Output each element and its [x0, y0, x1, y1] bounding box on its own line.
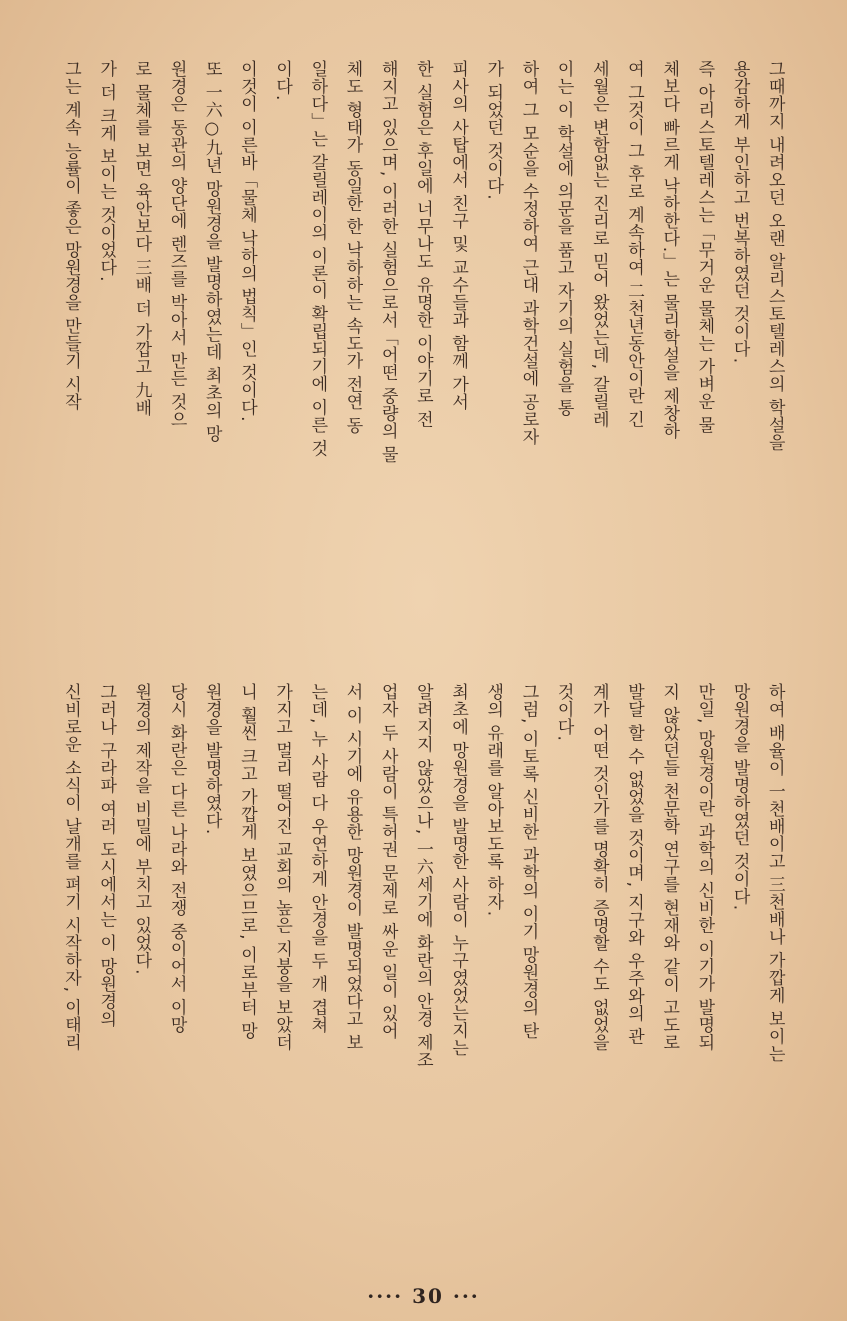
text-column: 이는 이 학설에 의문을 품고 자기의 실험을 통: [553, 60, 574, 417]
text-column: 용감하게 부인하고 번복하였던 것이다.: [729, 60, 750, 364]
text-column: 지 않았던들 천문학 연구를 현재와 같이 고도로: [659, 683, 680, 1051]
text-column: 알려지지 않았으나, 一六세기에 화란의 안경 제조: [412, 683, 433, 1069]
text-column: 한 실험은 후일에 너무나도 유명한 이야기로 전: [412, 60, 433, 428]
text-column: 는데, 누 사람 다 우연하게 안경을 두 개 겹쳐: [307, 683, 328, 1034]
text-column: 최초에 망원경을 발명한 사람이 누구였었는지는: [448, 683, 469, 1057]
text-column: 만일, 망원경이란 과학의 신비한 이기가 발명되: [694, 683, 715, 1051]
text-column: 당시 화란은 다른 나라와 전쟁 중이어서 이망: [166, 683, 187, 1034]
text-column: 가 되었던 것이다.: [483, 60, 504, 201]
page-number: ···· 30 ···: [367, 1284, 480, 1308]
text-column: 원경을 발명하였다.: [201, 683, 222, 835]
text-column: 하여 그 모순을 수정하여 근대 과학건설에 공로자: [518, 60, 539, 446]
text-column: 하여 배율이 一천배이고 三천배나 가깝게 보이는: [764, 683, 785, 1063]
text-column: 원경은 동관의 양단에 렌즈를 박아서 만든 것으: [166, 60, 187, 428]
text-column: 서 이 시기에 유용한 망원경이 발명되었다고 보: [342, 683, 363, 1051]
text-column: 그럼, 이토록 신비한 과학의 이기 망원경의 탄: [518, 683, 539, 1040]
text-column: 생의 유래를 알아보도록 하자.: [483, 683, 504, 917]
text-column: 또 一六○九년 망원경을 발명하였는데 최초의 망: [201, 60, 222, 443]
text-column: 원경의 제작을 비밀에 부치고 있었다.: [131, 683, 152, 976]
text-column: 즉 아리스토텔레스는「무거운 물체는 가벼운 물: [694, 60, 715, 434]
text-column: 가지고 멀리 떨어진 교회의 높은 지붕을 보았더: [272, 683, 293, 1051]
lower-text-block: [58, 683, 788, 1261]
text-column: 그러나 구라파 여러 도시에서는 이 망원경의: [96, 683, 117, 1028]
text-column: 그때까지 내려오던 오랜 알리스토텔레스의 학설을: [764, 60, 785, 452]
text-column: 일하다」는 갈릴레이의 이론이 확립되기에 이른 것: [307, 60, 328, 458]
text-column: 가 더 크게 보이는 것이었다.: [96, 60, 117, 283]
text-column: 그는 계속 능률이 좋은 망원경을 만들기 시작: [61, 60, 81, 411]
text-column: 피사의 사탑에서 친구 및 교수들과 함께 가서: [448, 60, 469, 411]
text-column: 발달 할 수 없었을 것이며, 지구와 우주와의 관: [624, 683, 644, 1046]
text-column: 계가 어떤 것인가를 명확히 증명할 수도 없었을: [588, 683, 609, 1051]
text-column: 것이다.: [553, 683, 574, 742]
text-column: 이다.: [272, 60, 293, 101]
upper-text-block: [58, 60, 788, 660]
text-column: 해지고 있으며, 이러한 실험으로서「어떤 중량의 물: [377, 60, 398, 463]
text-column: 여 그것이 그 후로 계속하여 二천년동안이란 긴: [624, 60, 644, 428]
text-column: 체보다 빠르게 낙하한다.」는 물리학설을 제창하: [659, 60, 680, 440]
text-column: 체도 형태가 동일한 한 낙하하는 속도가 전연 동: [342, 60, 363, 434]
text-column: 신비로운 소식이 날개를 펴기 시작하자, 이태리: [61, 683, 81, 1051]
text-column: 로 물체를 보면 육안보다 三배 더 가깝고 九배: [131, 60, 152, 417]
text-column: 망원경을 발명하였던 것이다.: [729, 683, 750, 911]
text-column: 세월은 변함없는 진리로 믿어 왔었는데, 갈릴레: [588, 60, 609, 428]
text-column: 업자 두 사람이 특허권 문제로 싸운 일이 있어: [377, 683, 398, 1040]
text-column: 니 훨씬 크고 가깝게 보였으므로, 이로부터 망: [236, 683, 257, 1040]
text-column: 이것이 이른바「물체 낙하의 법칙」인 것이다.: [236, 60, 257, 423]
